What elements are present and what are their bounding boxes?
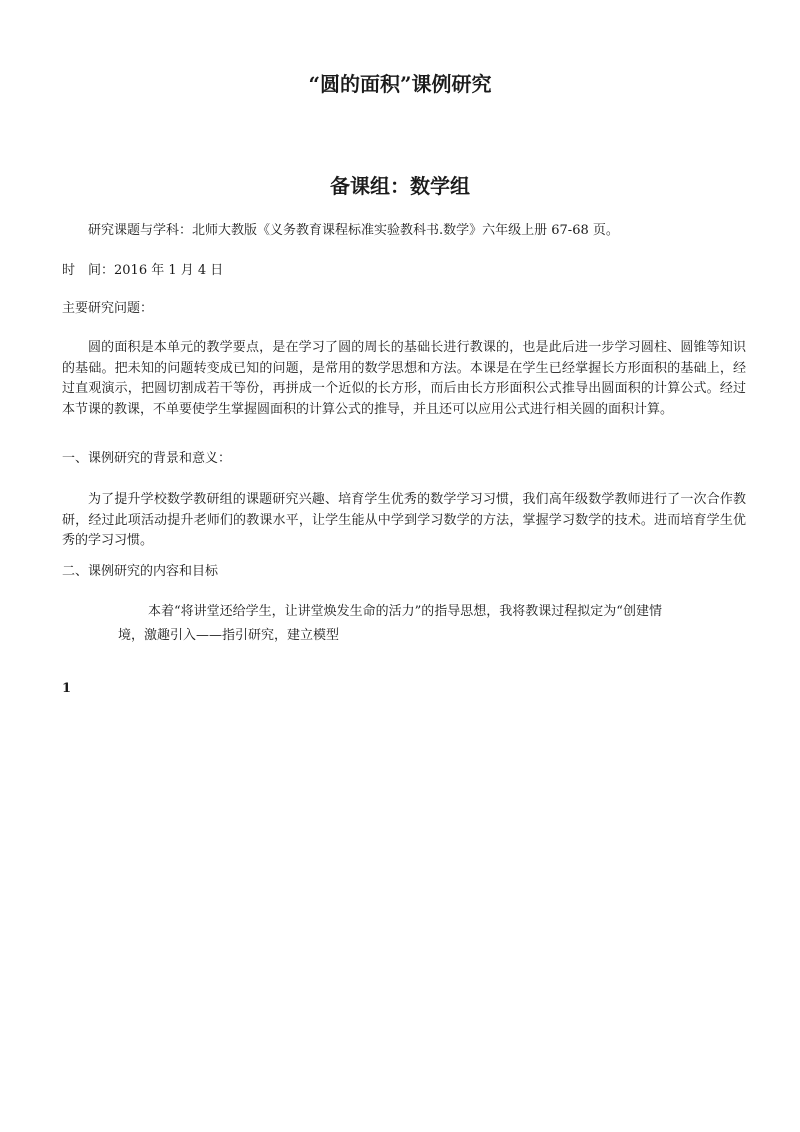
page-number: 1	[62, 681, 72, 696]
main-problem-heading: 主要研究问题：	[62, 301, 154, 316]
time-line: 时 间：2016 年 1 月 4 日	[62, 263, 224, 278]
section-2-heading: 二、课例研究的内容和目标	[62, 564, 219, 579]
research-topic-line: 研究课题与学科：北师大教版《义务教育课程标准实验教科书.数学》六年级上册 67-68 页。	[88, 223, 619, 238]
document-title: “圆的面积”课例研究	[308, 72, 492, 96]
section-1-paragraph: 为了提升学校数学教研组的课题研究兴趣、培育学生优秀的数学学习习惯，我们高年级数学教师进行了一次合作教研，经过此项活动提升老师们的教课水平，让学生能从中学到学习数学的方法，掌握学习数学的技术。进而培育学生优秀的学习习惯。	[62, 492, 746, 548]
section-1-heading: 一、课例研究的背景和意义：	[62, 451, 232, 466]
group-title: 备课组：数学组	[330, 174, 470, 198]
section-2-paragraph: 本着“将讲堂还给学生，让讲堂焕发生命的活力”的指导思想，我将教课过程拟定为“创建情境，激趣引入——指引研究，建立模型	[118, 604, 662, 643]
main-problem-paragraph: 圆的面积是本单元的教学要点，是在学习了圆的周长的基础长进行教课的，也是此后进一步学习圆柱、圆锥等知识的基础。把未知的问题转变成已知的问题，是常用的数学思想和方法。本课是在学生已经掌握长方形面积的基础上，经过直观演示，把圆切割成若干等份，再拼成一个近似的长方形，而后由长方形面积公式推导出圆面积的计算公式。经过本节课的教课，不单要使学生掌握圆面积的计算公式的推导，并且还可以应用公式进行相关圆的面积计算。	[62, 340, 746, 417]
